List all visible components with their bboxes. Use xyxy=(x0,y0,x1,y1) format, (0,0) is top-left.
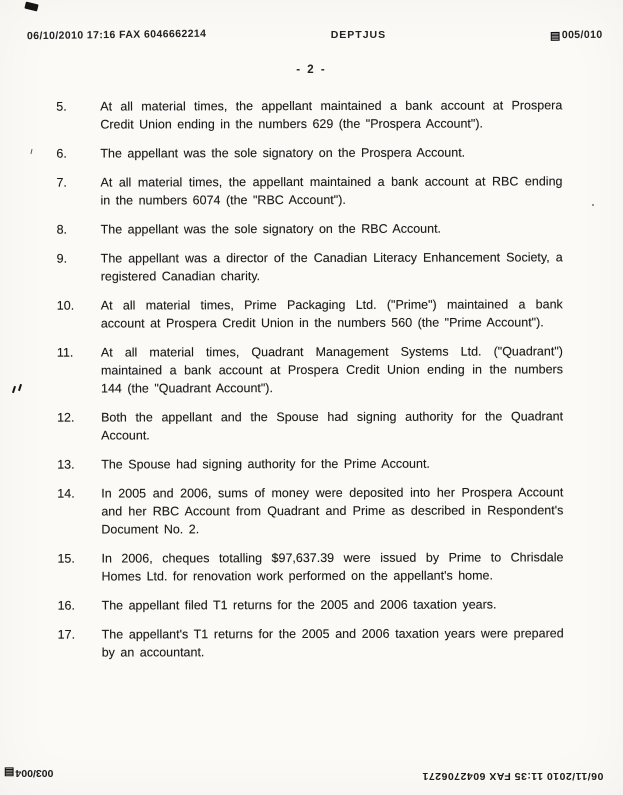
fax-header-page-number: 005/010 xyxy=(562,28,604,42)
paragraph-text: The appellant filed T1 returns for the 2005 and 2006 taxation years. xyxy=(101,597,497,613)
paragraph-text: At all material times, Prime Packaging Ltd. ("Prime") maintained a bank account at Prospera Credit Union in the numbers 560 (the "Prime Account"). xyxy=(100,297,563,331)
footer-rotated-fax-line: 06/11/2010 11:35 FAX 6042706271 xyxy=(421,770,603,782)
paragraph-number: 15. xyxy=(57,551,75,566)
numbered-paragraph xyxy=(57,219,563,238)
fax-page-icon: ▤ xyxy=(550,30,562,43)
numbered-paragraph xyxy=(58,595,564,614)
paragraph-text: At all material times, Quadrant Management Systems Ltd. ("Quadrant") maintained a bank account at Prospera Credit Union ending in the numbers 144 (the "Quadrant Account"). xyxy=(100,344,563,396)
scan-artifact xyxy=(592,204,594,206)
scan-artifact xyxy=(24,2,38,12)
numbered-paragraph xyxy=(56,143,562,162)
fax-header xyxy=(27,29,603,41)
paragraph-number: 8. xyxy=(56,222,68,237)
scan-artifact xyxy=(30,149,32,154)
numbered-paragraph xyxy=(57,407,563,444)
paragraph-text: The appellant was the sole signatory on the Prospera Account. xyxy=(100,145,466,161)
paragraph-number: 9. xyxy=(56,251,68,266)
page-number: - 2 - xyxy=(296,64,327,76)
paragraph-number: 12. xyxy=(57,410,75,425)
paragraph-text: The appellant was the sole signatory on the RBC Account. xyxy=(100,221,442,237)
paragraph-number: 11. xyxy=(56,345,74,360)
fax-header-pagecount xyxy=(550,29,603,41)
paragraph-number: 6. xyxy=(56,146,67,161)
paragraph-number: 5. xyxy=(56,99,67,114)
paragraph-list xyxy=(56,96,564,672)
paragraph-text: At all material times, the appellant maintained a bank account at Prospera Credit Union ending in the numbers 629 (the "Prospera Account"). xyxy=(100,98,563,132)
paragraph-number: 14. xyxy=(57,486,75,501)
paragraph-text: At all material times, the appellant maintained a bank account at RBC ending in the numbers 6074 (the "RBC Account"). xyxy=(100,174,563,208)
paragraph-number: 16. xyxy=(57,598,75,613)
paragraph-number: 7. xyxy=(56,175,67,190)
paragraph-number: 13. xyxy=(57,457,75,472)
scan-artifact xyxy=(18,384,22,391)
numbered-paragraph xyxy=(56,96,562,133)
numbered-paragraph xyxy=(56,172,562,209)
fax-page-icon: ▤ xyxy=(4,766,15,778)
paragraph-number: 17. xyxy=(57,627,76,642)
fax-header-datetime: 06/10/2010 17:16 FAX 6046662214 xyxy=(26,27,207,43)
paragraph-text: The Spouse had signing authority for the Prime Account. xyxy=(101,456,430,472)
numbered-paragraph xyxy=(57,548,563,585)
footer-page-number: 003/004 xyxy=(15,767,54,779)
numbered-paragraph xyxy=(57,483,563,538)
paragraph-number: 10. xyxy=(56,298,75,313)
numbered-paragraph xyxy=(57,295,563,332)
footer-rotated-pagecount xyxy=(4,767,53,779)
paragraph-text: The appellant's T1 returns for the 2005 and 2006 taxation years were prepared by an accountant. xyxy=(101,626,564,660)
paragraph-text: The appellant was a director of the Canadian Literacy Enhancement Society, a registered Canadian charity. xyxy=(100,250,563,284)
numbered-paragraph xyxy=(58,624,564,661)
paragraph-text: In 2006, cheques totalling $97,637.39 were issued by Prime to Chrisdale Homes Ltd. for renovation work performed on the appellant's home. xyxy=(101,550,564,584)
fax-header-recipient: DEPTJUS xyxy=(330,29,387,41)
numbered-paragraph xyxy=(57,342,563,397)
paragraph-text: Both the appellant and the Spouse had signing authority for the Quadrant Account. xyxy=(101,409,564,443)
scan-artifact xyxy=(12,386,16,393)
numbered-paragraph xyxy=(57,454,563,473)
paragraph-text: In 2005 and 2006, sums of money were deposited into her Prospera Account and her RBC Account from Quadrant and Prime as described in Respondent's Document No. 2. xyxy=(101,485,564,537)
numbered-paragraph xyxy=(57,248,563,285)
